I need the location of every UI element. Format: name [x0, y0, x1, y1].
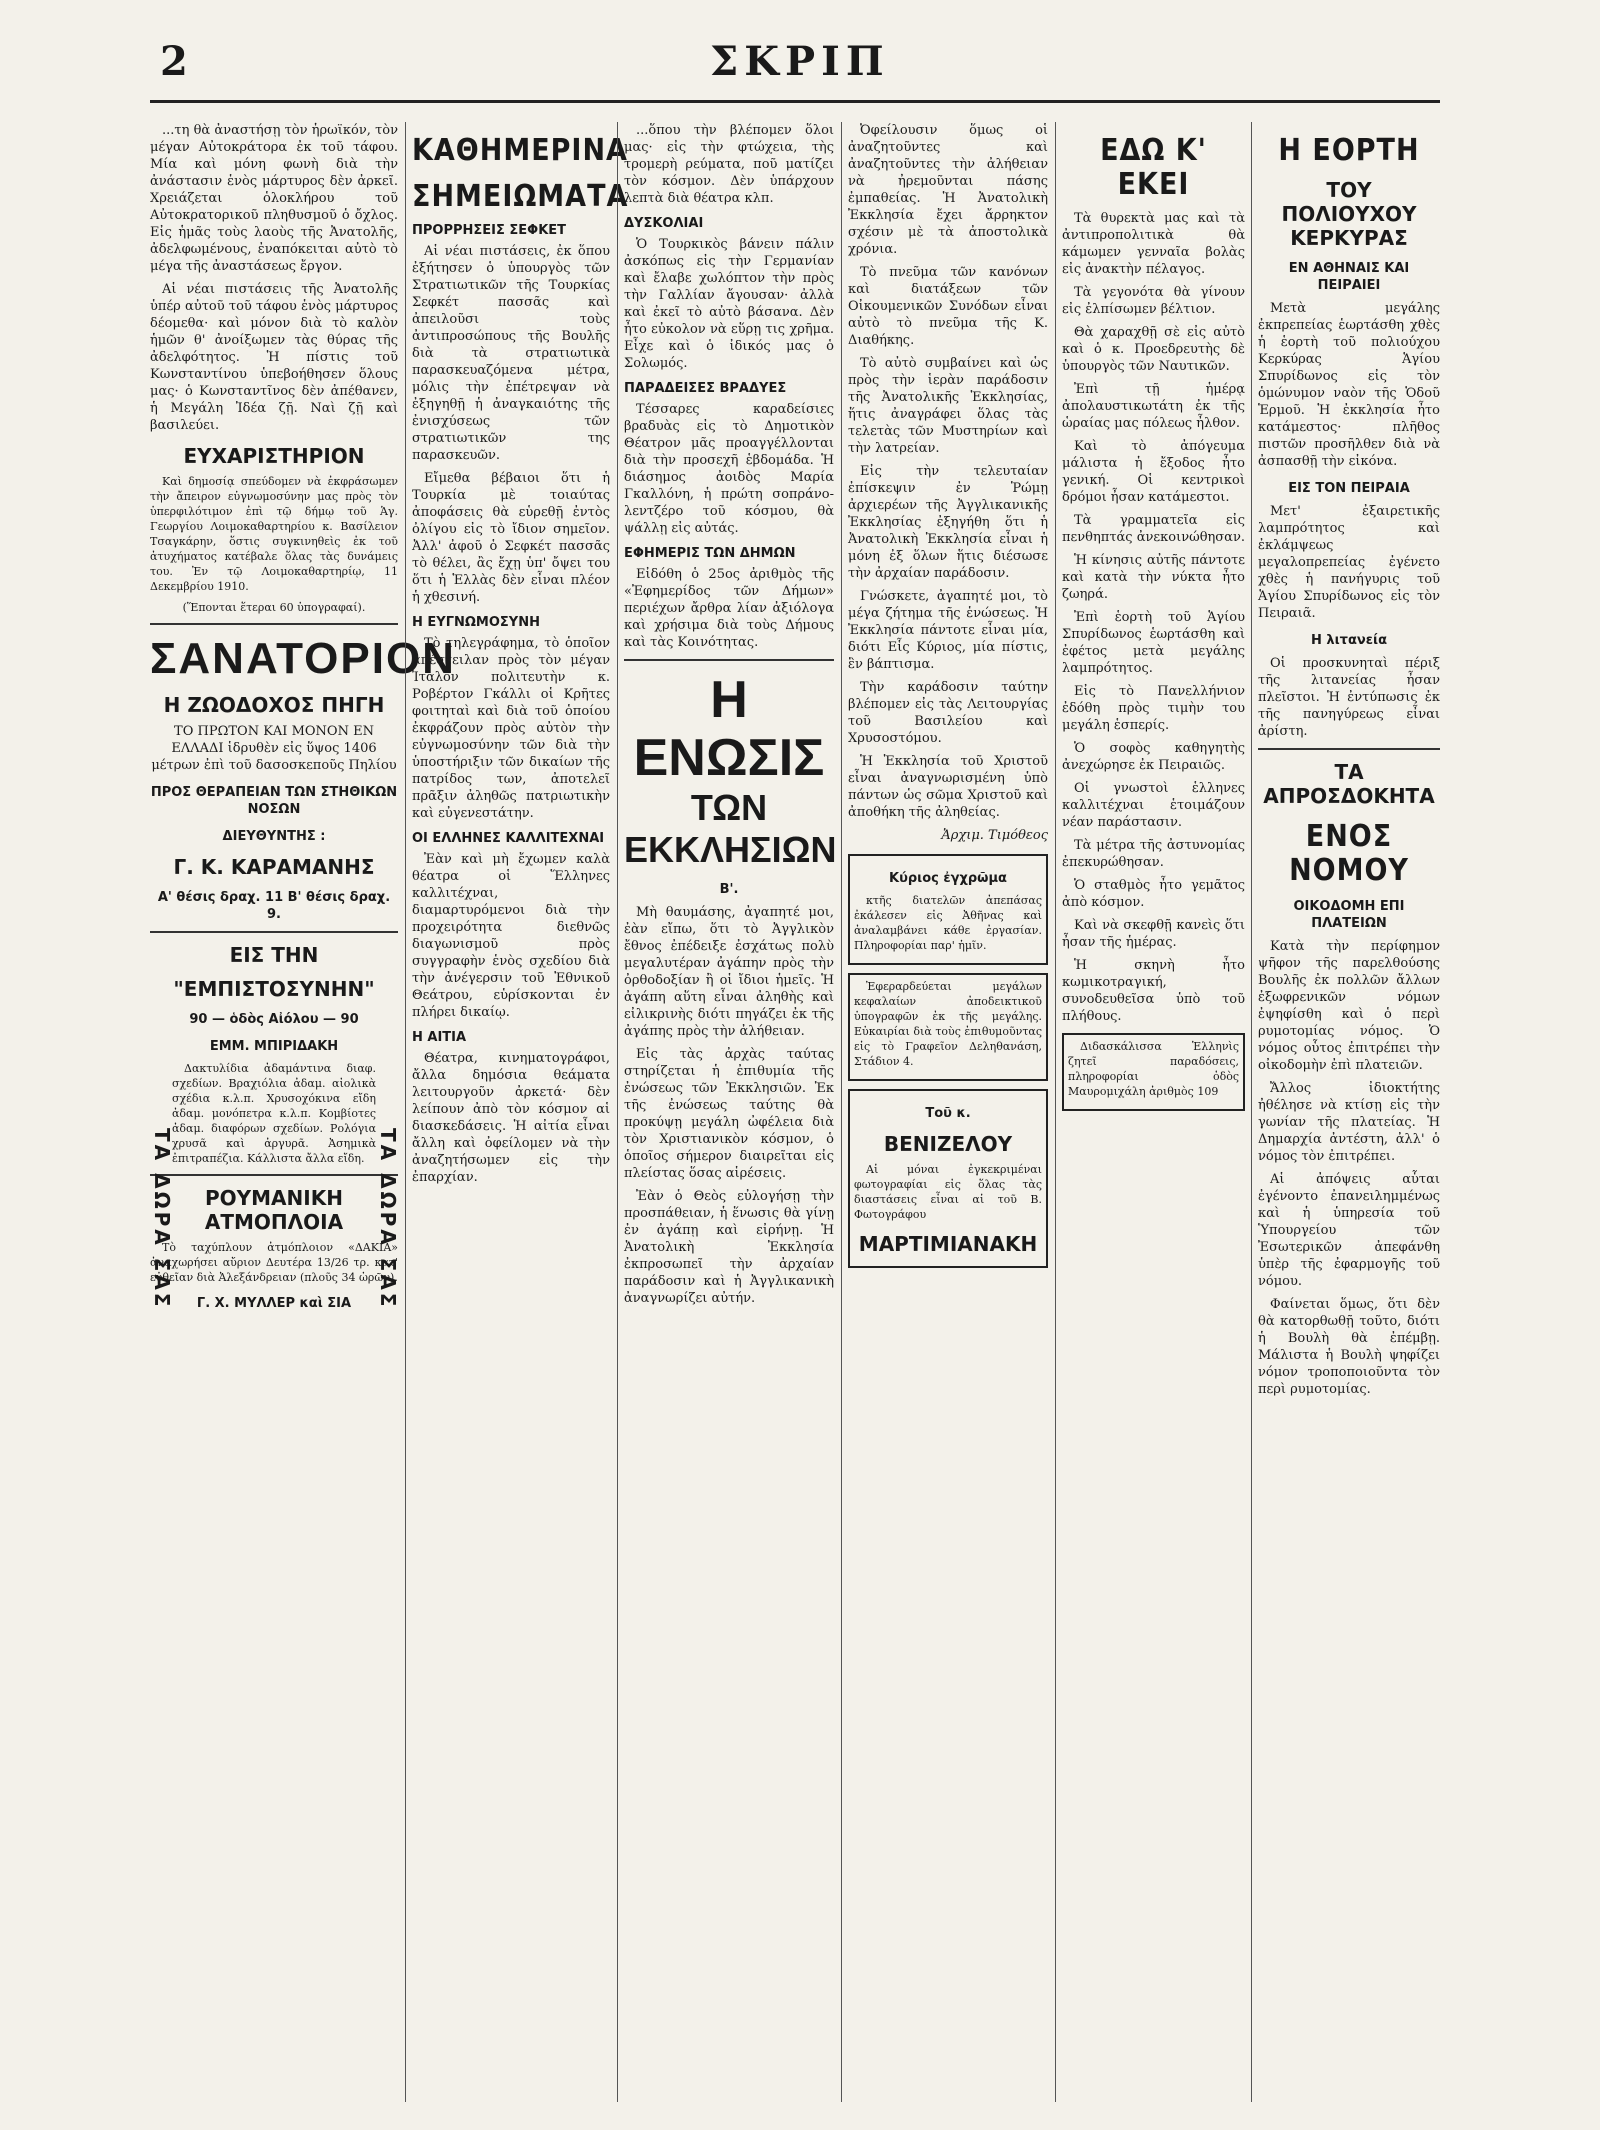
daily-notes-title-1: ΚΑΘΗΜΕΡΙΝΑ — [412, 133, 628, 168]
section-heading: Η ΕΥΓΝΩΜΟΣΥΝΗ — [412, 615, 540, 630]
news-item: Οἱ γνωστοὶ ἑλληνες καλλιτέχναι ἑτοιμάζουν νέαν παράστασιν. — [1062, 781, 1245, 830]
photo-ad — [848, 1089, 1048, 1268]
column-6 — [1258, 122, 1440, 2112]
section-heading: ΕΙΣ ΤΟΝ ΠΕΙΡΑΙΑ — [1288, 481, 1410, 496]
article-text: Εἴμεθα βέβαιοι ὅτι ἡ Τουρκία μὲ τοιαύτας ἀποφάσεις θὰ εὑρεθῇ ἐντὸς ὀλίγου εἰς τὸ ἴδιον σημεῖον. Ἀλλ' ἀφοῦ ὁ Σεφκέτ πασσᾶς τὸ θέλει, ἂς ἔχῃ ὑπ' ὄψει του ὅτι ἡ Ἑλλὰς δὲν εἶναι πλέον ἡ χθεσινή. — [412, 471, 610, 605]
article-text: Τὸ πνεῦμα τῶν κανόνων καὶ διατάξεων τῶν Οἰκουμενικῶν Συνόδων εἶναι αὐτὸ τὸ πνεῦμα τῆς Κ. Διαθήκης. — [848, 265, 1048, 348]
article-text: Ἐὰν καὶ μὴ ἔχωμεν καλὰ θέατρα οἱ Ἕλληνες καλλιτέχναι, διαμαρτυρόμενοι διὰ τὴν προχειρότητα διεθνῶς διαγωνισμοῦ πρὸς συγγραφὴν ἑνὸς σχεδίου διὰ τὴν ἀνέγερσιν τοῦ Ἐθνικοῦ Θεάτρου, εὑρίσκονται ἐν πλήρει δικαίῳ. — [412, 852, 610, 1020]
section-heading: ΕΦΗΜΕΡΙΣ ΤΩΝ ΔΗΜΩΝ — [624, 546, 796, 561]
newspaper-title: ΣΚΡΙΠ — [710, 38, 890, 85]
classified-ad-1 — [848, 854, 1048, 965]
classified-ad-text: Ἐφεραρδεύεται μεγάλων κεφαλαίων ἀποδεικτικοῦ ὑπογραφῶν ἐκ τῆς μεγάλης. Εὐκαιρίαι διὰ τοὺς ἐπιθυμοῦντας εἰς τὸ Γραφεῖον Δεληθανάση, Στάδιον 4. — [854, 980, 1042, 1068]
jewelry-ad-name: "ΕΜΠΙΣΤΟΣΥΝΗΝ" — [173, 977, 375, 1001]
sanatorium-subtitle: Η ΖΩΟΔΟΧΟΣ ΠΗΓΗ — [163, 693, 385, 717]
section-heading: ΠΑΡΑΔΕΙΣΕΣ ΒΡΑΔΥΕΣ — [624, 381, 787, 396]
article-text: Θέατρα, κινηματογράφοι, ἄλλα δημόσια θεάματα λειτουργοῦν ἀρκετά· δὲν λείπουν ἀπὸ τὸν κόσμον αἱ διασκεδάσεις. Ἡ αἰτία εἶναι ἄλλη καὶ ὀφείλομεν νὰ τὴν ἀναζητήσωμεν εἰς τὴν ἐπαρχίαν. — [412, 1051, 610, 1185]
classified-ad-2 — [848, 973, 1048, 1081]
sanatorium-title: ΣΑΝΑΤΟΡΙΟΝ — [150, 634, 456, 683]
sanatorium-line: ΤΟ ΠΡΩΤΟΝ ΚΑΙ ΜΟΝΟΝ ΕΝ ΕΛΛΑΔΙ ἱδρυθὲν εἰς ὕψος 1406 μέτρων ἐπὶ τοῦ δασοσκεποῦς Πηλίου — [151, 724, 397, 773]
article-text: Τὸ τηλεγράφημα, τὸ ὁποῖον ἀπέστειλαν πρὸς τὸν μέγαν Ἰταλὸν πολιτευτὴν κ. Ροβέρτον Γκάλλι οἱ Κρῆτες φοιτηταὶ καὶ διὰ τοῦ ὁποίου ἐκφράζουν πρὸς αὐτὸν τὴν εὐγνωμοσύνην τῶν διὰ τὴν ὑποστήριξιν τῶν δικαίων τῆς πατρίδος των, ἀποτελεῖ πρᾶξιν ἀληθῶς πατριωτικὴν καὶ εὐγενεστάτην. — [412, 636, 610, 821]
daily-notes-title-2: ΣΗΜΕΙΩΜΑΤΑ — [412, 179, 629, 214]
ship-text: Τὸ ταχύπλουν ἀτμόπλοιον «ΔΑΚΙΑ» ἀναχωρήσει αὔριον Δευτέρα 13/26 τρ. κατ' εὐθεῖαν διὰ Ἀλεξάνδρειαν (πλοῦς 34 ὡρῶν). — [150, 1241, 398, 1284]
jewelry-ad-items: Δακτυλίδια ἀδαμάντινα διαφ. σχεδίων. Βραχιόλια ἀδαμ. αἰολικὰ σχέδια κ.λ.π. Χρυσοχόκινα εἴδη ἀδαμ. μονόπετρα κ.λ.π. Κομβίοτες ἀδαμ. διαφόρων σχεδίων. Ρολόγια χρυσᾶ καὶ ἀργυρᾶ. Ἀσημικὰ ἐπιτραπέζια. Κάλλιστα ἄλλα εἴδη. — [172, 1062, 376, 1165]
news-item: Εἰς τὸ Πανελλήνιον ἐδόθη πρὸς τιμὴν του μεγάλη ἑσπερίς. — [1062, 684, 1245, 733]
part-label: Β'. — [719, 882, 739, 897]
law-headline-2: ΕΝΟΣ ΝΟΜΟΥ — [1289, 819, 1409, 888]
article-text: Εἰδόθη ὁ 25ος ἀριθμὸς τῆς «Ἐφημερίδος τῶν Δήμων» περιέχων ἄρθρα λίαν ἀξιόλογα καὶ χρήσιμα διὰ τοὺς Δήμους καὶ τὰς Κοινότητας. — [624, 567, 834, 650]
column-rule — [617, 122, 618, 2102]
here-and-there-title: ΕΔΩ Κ' ΕΚΕΙ — [1100, 133, 1207, 202]
divider — [150, 1174, 398, 1176]
jewelry-ad-title: ΕΙΣ ΤΗΝ — [229, 943, 319, 967]
column-4 — [848, 122, 1048, 2112]
news-item: Ὁ σοφὸς καθηγητὴς ἀνεχώρησε ἐκ Πειραιῶς. — [1062, 741, 1245, 773]
newspaper-page — [150, 30, 1440, 2110]
article-text: Κατὰ τὴν περίφημον ψῆφον τῆς παρελθούσης Βουλῆς ἐκ πολλῶν ἄλλων ἐξωφρενικῶν νόμων ἐψηφίσθη καὶ ὁ περὶ ρυμοτομίας νόμος. Ὁ νόμος οὗτος ἐπιτρέπει τὴν οἰκοδομὴν ἐπὶ πλατειῶν. — [1258, 939, 1440, 1073]
section-heading: ΠΡΟΡΡΗΣΕΙΣ ΣΕΦΚΕΤ — [412, 223, 567, 238]
thanks-text: Καὶ δημοσίᾳ σπεύδομεν νὰ ἐκφράσωμεν τὴν ἄπειρον εὐγνωμοσύνην μας πρὸς τὸν ὑπερφιλότιμον ἐπὶ τῷ δήμῳ τοῦ Ἁγ. Γεωργίου Λοιμοκαθαρτηρίου κ. Βασίλειον Τσαγκάρην, ὅστις συγκινηθεὶς ἐκ τοῦ ἀτυχήματος κατέβαλε ὅλας τὰς δυνάμεις του. Ἐν τῷ Λοιμοκαθαρτηρίῳ, 11 Δεκεμβρίου 1910. — [150, 475, 398, 593]
thanks-signatures: (Ἕπονται ἕτεραι 60 ὑπογραφαί). — [182, 601, 366, 614]
article-text: Ὀφείλουσιν ὅμως οἱ ἀναζητοῦντες καὶ ἀναζητοῦντες τὴν ἀλήθειαν νὰ ἠρεμοῦνται πάσης ἐμπαθείας. Ἡ Ἀνατολικὴ Ἐκκλησία ἔχει ἄρρηκτον σχέσιν μὲ τὰ ἀποστολικὰ χρόνια. — [848, 123, 1048, 257]
lead-article-text: ...τη θὰ ἀναστήσῃ τὸν ἡρωϊκόν, τὸν μέγαν Αὐτοκράτορα ἐκ τοῦ τάφου. Μία καὶ μόνη φωνὴ διὰ τὴν ἀνάστασιν ἑνὸς μάρτυρος δὲν ἀρκεῖ. Χρειάζεται ὁλοκλήρου τοῦ Αὐτοκρατορικοῦ πληθυσμοῦ ὁ ὄχλος. Εἰς ἡμᾶς τοὺς λαοὺς τῆς Ἀνατολῆς, ἀδελφωμένους, ἐναπόκειται αὐτὸ τὸ μέγα τῆς ἀναστάσεως ἔργον. — [150, 123, 398, 274]
jewelry-ad — [150, 943, 398, 1166]
section-heading: Η λιτανεία — [1310, 633, 1387, 648]
article-text: Φαίνεται ὅμως, ὅτι δὲν θὰ κατορθωθῇ τοῦτο, διότι ἡ Βουλὴ θὰ ἐπέμβῃ. Μάλιστα ἡ Βουλὴ ψηφίζει νόμον τροποποιοῦντα τὸν περὶ ρυμοτομίας. — [1258, 1297, 1440, 1397]
news-item: Ἡ κίνησις αὐτῆς πάντοτε καὶ κατὰ τὴν νύκτα ἦτο ζωηρά. — [1062, 553, 1245, 602]
feast-subtitle: ΕΝ ΑΘΗΝΑΙΣ ΚΑΙ ΠΕΙΡΑΙΕΙ — [1288, 261, 1410, 293]
article-text: Γνώσκετε, ἀγαπητέ μοι, τὸ μέγα ζήτημα τῆς ἑνώσεως. Ἡ Ἐκκλησία πάντοτε εἶναι μία, διότι Εἷς Κύριος, μία πίστις, ἓν βάπτισμα. — [848, 589, 1048, 672]
photo-ad-text: Αἱ μόναι ἐγκεκριμέναι φωτογραφίαι εἰς ὅλας τὰς διαστάσεις εἶναι αἱ τοῦ Β. Φωτογράφου — [854, 1163, 1042, 1221]
feast-title-2: ΤΟΥ ΠΟΛΙΟΥΧΟΥ ΚΕΡΚΥΡΑΣ — [1281, 178, 1417, 250]
thanks-heading: ΕΥΧΑΡΙΣΤΗΡΙΟΝ — [183, 444, 365, 468]
divider — [624, 659, 834, 661]
article-text: Ἐὰν ὁ Θεὸς εὐλογήσῃ τὴν προσπάθειαν, ἡ ἕνωσις θὰ γίνῃ ἐν ἀγάπῃ καὶ εἰρήνῃ. Ἡ Ἀνατολικὴ Ἐκκλησία ἐκπροσωπεῖ τὴν ἀρχαίαν παράδοσιν καὶ ἡ Ἀγγλικανικὴ ἀναγνωρίζει αὐτήν. — [624, 1189, 834, 1306]
news-item: Τὰ μέτρα τῆς ἀστυνομίας ἐπεκυρώθησαν. — [1062, 838, 1245, 870]
jewelry-ad-owner: ΕΜΜ. ΜΠΙΡΙΔΑΚΗ — [209, 1039, 339, 1054]
vertical-label-left: ΤΑ ΔΩΡΑ ΣΑΣ — [150, 1128, 174, 1310]
page-number: 2 — [160, 38, 188, 85]
article-text: Τὴν καράδοσιν ταύτην βλέπομεν εἰς τὰς Λειτουργίας τοῦ Βασιλείου καὶ Χρυσοστόμου. — [848, 680, 1048, 746]
article-text: Τέσσαρες καραδείσιες βραδυὰς εἰς τὸ Δημοτικὸν Θέατρον μᾶς προαγγέλλονται διὰ τὴν προσεχῆ ἑβδομάδα. Ἡ διάσημος ἀοιδὸς Μαρία Γκαλλόνη, ἡ πρώτη σοπράνο-λεντζέρο τοῦ κόσμου, θὰ ψάλλῃ εἰς αὐτάς. — [624, 402, 834, 536]
article-signature: Ἀρχιμ. Τιμόθεος — [941, 828, 1048, 843]
photo-ad-photographer: ΜΑΡΤΙΜΙΑΝΑΚΗ — [858, 1232, 1038, 1256]
section-heading: ΔΥΣΚΟΛΙΑΙ — [624, 216, 704, 231]
news-item: Θὰ χαραχθῇ σὲ εἰς αὐτὸ καὶ ὁ κ. Προεδρευτὴς δὲ ὑπουργὸς τῶν Ναυτικῶν. — [1062, 325, 1245, 374]
masthead-rule — [150, 100, 1440, 103]
article-text: Εἰς τὴν τελευταίαν ἐπίσκεψιν ἐν Ῥώμῃ ἀρχιερέων τῆς Ἀγγλικανικῆς Ἐκκλησίας ἐξηγήθη ὅτι ἡ Ἀνατολικὴ Ἐκκλησία εἶναι ἡ μόνη ἐξ ὅλων ἥτις διέσωσε τὴν ἀρχαίαν παράδοσιν. — [848, 464, 1048, 581]
article-text: Οἱ προσκυνηταὶ πέριξ τῆς λιτανείας ἦσαν πλεῖστοι. Ἡ ἐντύπωσις ἐκ τῆς πανηγύρεως εἶναι ἀρίστη. — [1258, 656, 1440, 739]
article-text: Εἰς τὰς ἀρχὰς ταύτας στηρίζεται ἡ ἐπιθυμία τῆς ἐνώσεως τῶν Ἐκκλησιῶν. Ἐκ τῆς ἐνώσεως ταύτης θὰ προκύψῃ μεγάλη ὠφέλεια διὰ τὸν Χριστιανικὸν κόσμον, ὁ ὁποῖος σήμερον διαιρεῖται εἰς πλείστας ὅσας αἱρέσεις. — [624, 1047, 834, 1181]
news-item: Τὰ γραμματεῖα εἰς πενθηπτάς ἀνεκοινώθησαν. — [1062, 513, 1245, 545]
classified-ad-text: κτῆς διατελῶν ἀπεπάσας ἐκάλεσεν εἰς Ἀθῆνας καὶ ἀναλαμβάνει κάθε ἐργασίαν. Πληροφορίαι παρ' ἡμῖν. — [854, 894, 1042, 952]
article-text: Ἡ Ἐκκλησία τοῦ Χριστοῦ εἶναι ἀναγνωρισμένη ὑπὸ πάντων ὡς σῶμα Χριστοῦ καὶ ἀποθήκη τῆς ἀληθείας. — [848, 754, 1048, 820]
vertical-label-right: ΤΑ ΔΩΡΑ ΣΑΣ — [376, 1128, 400, 1310]
news-item: Τὰ γεγονότα θὰ γίνουν εἰς ἐλπίσωμεν βέλτιον. — [1062, 285, 1245, 317]
jewelry-ad-address: 90 — ὁδὸς Αἰόλου — 90 — [189, 1012, 359, 1027]
news-item: Ἐπὶ ἑορτὴ τοῦ Ἁγίου Σπυρίδωνος ἑωρτάσθη καὶ ἐφέτος μετὰ μεγάλης λαμπρότητος. — [1062, 610, 1245, 676]
ship-heading: ΡΟΥΜΑΝΙΚΗ ΑΤΜΟΠΛΟΙΑ — [204, 1186, 344, 1234]
article-text: Αἱ νέαι πιστάσεις, ἐκ ὅπου ἐξήτησεν ὁ ὑπουργὸς τῶν Στρατιωτικῶν τῆς Τουρκίας Σεφκέτ πασσᾶς καὶ ἀπειλοῦσι τοὺς ἀντιπροσώπους τῆς Βουλῆς διὰ τὰ στρατιωτικὰ παρασκευαζόμενα μέτρα, μόλις τὴν ἐπέτρεψαν νὰ ἐξηγηθῇ ἡ ἀναγκαιότης τῆς ἐνισχύσεως τῶν στρατιωτικῶν της παρασκευῶν. — [412, 244, 610, 463]
sanatorium-prices: Α' θέσις δραχ. 11 Β' θέσις δραχ. 9. — [157, 890, 391, 922]
article-text: Ἄλλος ἰδιοκτήτης ἠθέλησε νὰ κτίσῃ εἰς τὴν γωνίαν τῆς πλατείας. Ἡ Δημαρχία ἀντέστη, ἀλλ' ὁ νόμος τὸν ἐπιτρέπει. — [1258, 1081, 1440, 1164]
section-heading: Η ΑΙΤΙΑ — [412, 1030, 467, 1045]
classified-ad-teacher — [1062, 1033, 1245, 1111]
article-text: Μετ' ἐξαιρετικῆς λαμπρότητος καὶ ἐκλάμψεως μεγαλοπρεπείας ἐγένετο χθὲς ἡ πανήγυρις τοῦ Ἁγίου Σπυρίδωνος εἰς τὸν Πειραιᾶ. — [1258, 504, 1440, 621]
sanatorium-director-label: ΔΙΕΥΘΥΝΤΗΣ : — [222, 829, 326, 844]
union-headline-1: Η ΕΝΩΣΙΣ — [633, 671, 825, 787]
masthead — [150, 30, 1440, 110]
article-text: ...ὅπου τὴν βλέπομεν ὅλοι μας· εἰς τὴν φτώχεια, τὴς τρομερὴ ρεύματα, ποῦ ματίζει τὸν κόσμον. Δὲν ὑπάρχουν λεπτὰ διὰ θέατρα κλπ. — [624, 123, 834, 206]
classified-ad-title: Κύριος ἐγχρῶμα — [889, 871, 1007, 886]
section-heading: ΟΙ ΕΛΛΗΝΕΣ ΚΑΛΛΙΤΕΧΝΑΙ — [412, 831, 605, 846]
column-5 — [1062, 122, 1245, 2112]
column-2 — [412, 122, 629, 2112]
article-text: Μετὰ μεγάλης ἐκπρεπείας ἑωρτάσθη χθὲς ἡ ἑορτὴ τοῦ πολιούχου Κερκύρας Ἁγίου Σπυρίδωνος εἰς τὸν ὁμώνυμον ναὸν τῆς Ὁδοῦ Ἑρμοῦ. Ἡ ἐκκλησία ἦτο κατάμεστος· πλῆθος πιστῶν προσῆλθεν διὰ νὰ ἀσπασθῇ τὴν εἰκόνα. — [1258, 301, 1440, 469]
divider — [150, 623, 398, 625]
column-rule — [841, 122, 842, 2102]
sanatorium-purpose: ΠΡΟΣ ΘΕΡΑΠΕΙΑΝ ΤΩΝ ΣΤΗΘΙΚΩΝ ΝΟΣΩΝ — [150, 785, 398, 817]
article-text: Μὴ θαυμάσης, ἀγαπητέ μοι, ἐὰν εἴπω, ὅτι τὸ Ἀγγλικὸν ἔθνος ἐπέδειξε ἐσχάτως πολὺ μεγαλυτέραν ἀγάπην πρὸς τὴν ὀρθοδοξίαν ἢ οἱ ἴδιοι ἡμεῖς. Ἡ ἀγάπη αὕτη εἶναι ἀληθὴς καὶ εἰλικρινὴς διότι πηγάζει ἐκ τῆς ἀγάπης πρὸς τὴν ἀλήθειαν. — [624, 905, 834, 1039]
article-text: Αἱ ἀπόψεις αὗται ἐγένοντο ἐπανειλημμένως καὶ ἡ ὑπηρεσία τοῦ Ὑπουργείου τῶν Ἐσωτερικῶν ἀπεφάνθη ὑπὲρ τῆς ἐφαρμογῆς τοῦ νόμου. — [1258, 1172, 1440, 1289]
column-rule — [1251, 122, 1252, 2102]
news-item: Τὰ θυρεκτὰ μας καὶ τὰ ἀντιπροπολιτικὰ θὰ κάμωμεν γενναῖα βολὰς εἰς ἀνακτὴν πέλαγος. — [1062, 211, 1245, 277]
column-3 — [624, 122, 837, 2112]
ship-agent: Γ. Χ. ΜΥΛΛΕΡ καὶ ΣΙΑ — [196, 1296, 352, 1311]
sanatorium-director: Γ. Κ. ΚΑΡΑΜΑΝΗΣ — [173, 855, 375, 879]
news-item: Ἡ σκηνὴ ἦτο κωμικοτραγική, συνοδευθεῖσα ὑπὸ τοῦ πλήθους. — [1062, 958, 1245, 1024]
news-item: Καὶ τὸ ἀπόγευμα μάλιστα ἡ ἔξοδος ἦτο γενική. Οἱ κεντρικοὶ δρόμοι ἦσαν κατάμεστοι. — [1062, 439, 1245, 505]
article-text: Ὁ Τουρκικὸς βάνειν πάλιν ἀσκόπως εἰς τὴν Γερμανίαν καὶ ἔλαβε χωλόπτον τὴν πρὸς τὴν Γαλλίαν ἄγουσαν· ἀλλὰ καὶ ἐκεῖ τὸ αὐτὸ βάσανα. Δὲν ἦτο εὐκολον νὰ εὕρῃ τις χρῆμα. Εἶχε καὶ ὁ ἰδικός μας ὁ Σολωμός. — [624, 237, 834, 371]
column-rule — [405, 122, 406, 2102]
news-item: Ὁ σταθμὸς ἦτο γεμᾶτος ἀπὸ κόσμον. — [1062, 878, 1245, 910]
news-items — [1062, 210, 1245, 1025]
photo-ad-label: Τοῦ κ. — [925, 1106, 971, 1121]
law-subheadline: ΟΙΚΟΔΟΜΗ ΕΠΙ ΠΛΑΤΕΙΩΝ — [1293, 899, 1405, 931]
classified-ad-text: Διδασκάλισσα Ἑλληνὶς ζητεῖ παραδόσεις, πληροφορίαι ὁδὸς Μαυρομιχάλη ἀριθμὸς 109 — [1068, 1040, 1239, 1098]
lead-article-text-2: Αἱ νέαι πιστάσεις τῆς Ἀνατολῆς ὑπέρ αὐτοῦ τοῦ τάφου ἑνὸς μάρτυρος δέομεθα· καὶ μόνον διὰ τὸ καλὸν ἡμῶν θ' ἀνοίξωμεν τὰς θύρας τῆς ἀδελφότητος. Ἡ πίστις τοῦ Κωνσταντίνου ὑπεβοήθησεν ὅλους μας· ὁ Κωνσταντῖνος δὲν ἀπέθανεν, ἡ Μεγάλη Ἰδέα ζῇ. Ναὶ ζῇ καὶ βασιλεύει. — [150, 282, 398, 433]
law-headline-1: ΤΑ ΑΠΡΟΣΔΟΚΗΤΑ — [1263, 760, 1435, 808]
article-text: Τὸ αὐτὸ συμβαίνει καὶ ὡς πρὸς τὴν ἱερὰν παράδοσιν τῆς Ἀνατολικῆς Ἐκκλησίας, ἥτις ἀναγράφει ὅλας τὰς τελετὰς τῶν Μυστηρίων καὶ τὴν λατρείαν. — [848, 356, 1048, 456]
column-rule — [1055, 122, 1056, 2102]
news-item: Καὶ νὰ σκεφθῇ κανεὶς ὅτι ἦσαν τῆς ἡμέρας. — [1062, 918, 1245, 950]
feast-title-1: Η ΕΟΡΤΗ — [1278, 133, 1420, 168]
news-item: Ἐπὶ τῇ ἡμέρᾳ ἀπολαυστικωτάτη ἐκ τῆς ὡραίας μας πόλεως ἦλθον. — [1062, 382, 1245, 431]
union-headline-2: ΤΩΝ ΕΚΚΛΗΣΙΩΝ — [624, 787, 837, 870]
divider — [150, 931, 398, 933]
divider — [1258, 748, 1440, 750]
photo-ad-name: ΒΕΝΙΖΕΛΟΥ — [883, 1132, 1013, 1156]
